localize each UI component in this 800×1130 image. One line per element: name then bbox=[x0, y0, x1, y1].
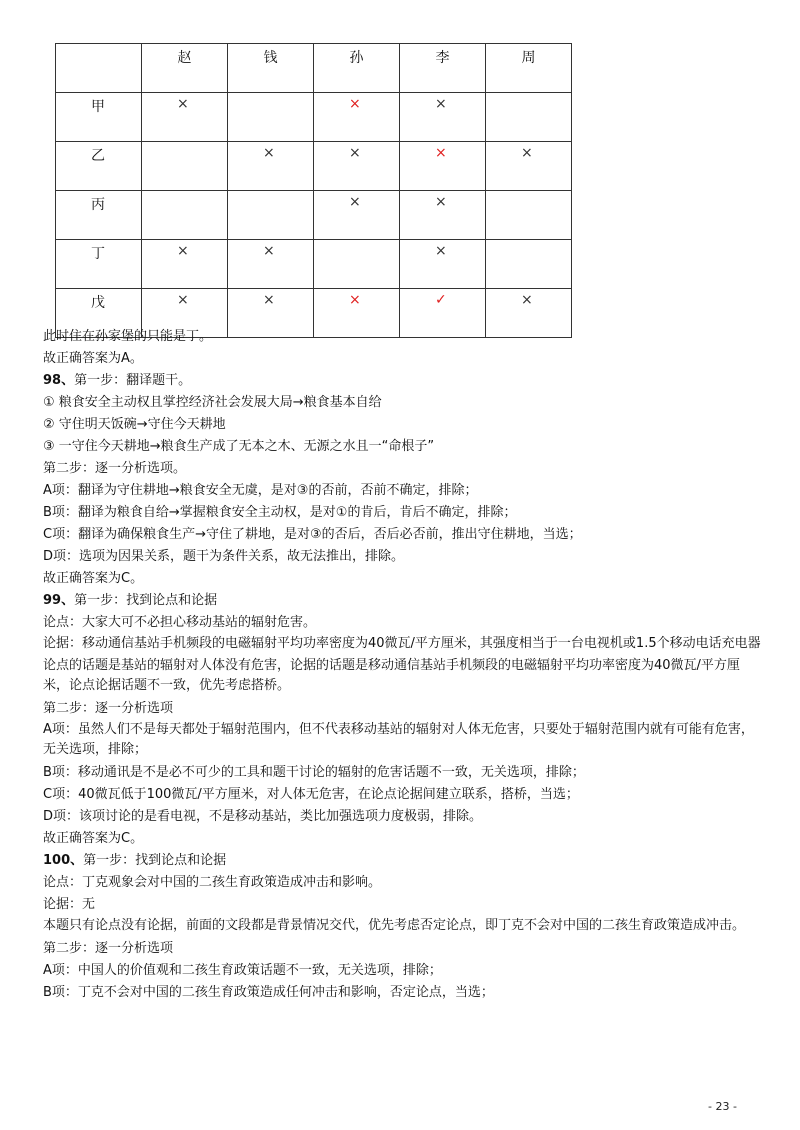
table-row bbox=[56, 93, 572, 142]
line-text: D项：该项讨论的是看电视，不是移动基站，类比加强选项力度极弱，排除。 bbox=[43, 809, 483, 824]
row-label: 丁 bbox=[56, 240, 142, 289]
table-corner-cell bbox=[56, 44, 142, 93]
text-line bbox=[43, 524, 763, 546]
line-text: 第二步：逐一分析选项 bbox=[43, 701, 174, 716]
text-line bbox=[43, 392, 763, 414]
line-text: 第二步：逐一分析选项。 bbox=[43, 461, 187, 476]
line-text: 此时住在孙家堡的只能是丁。 bbox=[43, 329, 213, 344]
row-label: 乙 bbox=[56, 142, 142, 191]
cross-mark-icon: × bbox=[521, 145, 533, 161]
table-cell bbox=[228, 142, 314, 191]
cross-mark-icon: × bbox=[435, 194, 447, 210]
table-cell bbox=[486, 240, 572, 289]
text-line bbox=[43, 656, 763, 696]
table-cell bbox=[314, 240, 400, 289]
text-line bbox=[43, 916, 763, 936]
line-text: A项：翻译为守住耕地→粮食安全无虞，是对③的否前，否前不确定，排除； bbox=[43, 483, 478, 498]
line-text: ② 守住明天饭碗→守住今天耕地 bbox=[43, 417, 226, 432]
table-row bbox=[56, 240, 572, 289]
line-text: B项：翻译为粮食自给→掌握粮食安全主动权，是对①的肯后，肯后不确定，排除； bbox=[43, 505, 517, 520]
line-text: 第一步：翻译题干。 bbox=[74, 373, 192, 388]
text-line bbox=[43, 960, 763, 982]
cross-mark-icon: × bbox=[349, 96, 361, 112]
answer-explanation bbox=[43, 326, 763, 1004]
text-line bbox=[43, 784, 763, 806]
question-number: 98、 bbox=[43, 373, 75, 388]
table-row bbox=[56, 191, 572, 240]
line-text: C项：40微瓦低于100微瓦/平方厘米，对人体无危害，在论点论据间建立联系，搭桥，当选； bbox=[43, 787, 579, 802]
text-line bbox=[43, 872, 763, 894]
table-cell bbox=[228, 240, 314, 289]
question-number: 100、 bbox=[43, 853, 84, 868]
text-line bbox=[43, 414, 763, 436]
cross-mark-icon: × bbox=[263, 145, 275, 161]
line-text: 论点的话题是基站的辐射对人体没有危害，论据的话题是移动通信基站手机频段的电磁辐射平均功率密度为40微瓦/平方厘米，论点论据话题不一致，优先考虑搭桥。 bbox=[43, 658, 740, 693]
column-header: 周 bbox=[486, 44, 572, 93]
table-cell bbox=[228, 93, 314, 142]
line-text: 论据：移动通信基站手机频段的电磁辐射平均功率密度为40微瓦/平方厘米，其强度相当于一台电视机或1.5个移动电话充电器 bbox=[43, 636, 761, 651]
text-line bbox=[43, 982, 763, 1004]
text-line bbox=[43, 612, 763, 634]
cross-mark-icon: × bbox=[177, 243, 189, 259]
line-text: D项：选项为因果关系，题干为条件关系，故无法推出，排除。 bbox=[43, 549, 405, 564]
cross-mark-icon: × bbox=[435, 96, 447, 112]
text-line bbox=[43, 348, 763, 370]
cross-mark-icon: × bbox=[521, 292, 533, 308]
table-cell bbox=[314, 93, 400, 142]
column-header: 孙 bbox=[314, 44, 400, 93]
table-cell bbox=[228, 191, 314, 240]
text-line bbox=[43, 590, 763, 612]
elimination-table bbox=[55, 43, 572, 338]
text-line bbox=[43, 502, 763, 524]
cross-mark-icon: × bbox=[177, 96, 189, 112]
line-text: 故正确答案为C。 bbox=[43, 571, 144, 586]
table-cell bbox=[142, 240, 228, 289]
text-line bbox=[43, 806, 763, 828]
table-header-row bbox=[56, 44, 572, 93]
line-text: 论点：丁克观象会对中国的二孩生育政策造成冲击和影响。 bbox=[43, 875, 382, 890]
table-cell bbox=[486, 191, 572, 240]
text-line bbox=[43, 828, 763, 850]
line-text: 第一步：找到论点和论据 bbox=[74, 593, 218, 608]
column-header: 钱 bbox=[228, 44, 314, 93]
text-line bbox=[43, 546, 763, 568]
line-text: 本题只有论点没有论据，前面的文段都是背景情况交代，优先考虑否定论点，即丁克不会对中国的二孩生育政策造成冲击。 bbox=[43, 918, 746, 933]
row-label: 甲 bbox=[56, 93, 142, 142]
cross-mark-icon: × bbox=[349, 194, 361, 210]
text-line bbox=[43, 370, 763, 392]
table-cell bbox=[486, 142, 572, 191]
line-text: B项：丁克不会对中国的二孩生育政策造成任何冲击和影响，否定论点，当选； bbox=[43, 985, 494, 1000]
table-cell bbox=[142, 191, 228, 240]
line-text: A项：中国人的价值观和二孩生育政策话题不一致，无关选项，排除； bbox=[43, 963, 442, 978]
line-text: 第二步：逐一分析选项 bbox=[43, 941, 174, 956]
text-line bbox=[43, 634, 763, 654]
cross-mark-icon: × bbox=[349, 292, 361, 308]
table-row bbox=[56, 142, 572, 191]
line-text: 第一步：找到论点和论据 bbox=[83, 853, 227, 868]
cross-mark-icon: × bbox=[263, 292, 275, 308]
text-line bbox=[43, 850, 763, 872]
text-line bbox=[43, 436, 763, 458]
text-line bbox=[43, 480, 763, 502]
cross-mark-icon: × bbox=[263, 243, 275, 259]
page-number: - 23 - bbox=[708, 1100, 737, 1113]
table-cell bbox=[142, 142, 228, 191]
cross-mark-icon: × bbox=[435, 145, 447, 161]
text-line bbox=[43, 938, 763, 960]
table-cell bbox=[400, 240, 486, 289]
question-number: 99、 bbox=[43, 593, 75, 608]
line-text: 论点：大家大可不必担心移动基站的辐射危害。 bbox=[43, 615, 317, 630]
text-line bbox=[43, 762, 763, 784]
line-text: 故正确答案为C。 bbox=[43, 831, 144, 846]
table-cell bbox=[142, 93, 228, 142]
table-cell bbox=[400, 191, 486, 240]
text-line bbox=[43, 894, 763, 916]
table-cell bbox=[400, 142, 486, 191]
line-text: 故正确答案为A。 bbox=[43, 351, 143, 366]
line-text: A项：虽然人们不是每天都处于辐射范围内，但不代表移动基站的辐射对人体无危害，只要处于辐射范围内就有可能有危害，无关选项，排除； bbox=[43, 722, 754, 757]
cross-mark-icon: × bbox=[177, 292, 189, 308]
column-header: 李 bbox=[400, 44, 486, 93]
table-cell bbox=[314, 142, 400, 191]
table-cell bbox=[400, 93, 486, 142]
row-label: 戊 bbox=[56, 289, 142, 338]
line-text: 论据：无 bbox=[43, 897, 96, 912]
text-line bbox=[43, 720, 763, 760]
row-label: 丙 bbox=[56, 191, 142, 240]
cross-mark-icon: × bbox=[435, 243, 447, 259]
table-cell bbox=[486, 93, 572, 142]
line-text: C项：翻译为确保粮食生产→守住了耕地，是对③的否后，否后必否前，推出守住耕地，当选； bbox=[43, 527, 582, 542]
cross-mark-icon: × bbox=[349, 145, 361, 161]
line-text: ③ 一守住今天耕地→粮食生产成了无本之木、无源之水且一“命根子” bbox=[43, 439, 435, 454]
table-cell bbox=[314, 191, 400, 240]
line-text: ① 粮食安全主动权且掌控经济社会发展大局→粮食基本自给 bbox=[43, 395, 382, 410]
text-line bbox=[43, 568, 763, 590]
text-line bbox=[43, 698, 763, 720]
column-header: 赵 bbox=[142, 44, 228, 93]
check-mark-icon: ✓ bbox=[435, 292, 447, 308]
line-text: B项：移动通讯是不是必不可少的工具和题干讨论的辐射的危害话题不一致，无关选项，排除； bbox=[43, 765, 585, 780]
text-line bbox=[43, 326, 763, 348]
text-line bbox=[43, 458, 763, 480]
